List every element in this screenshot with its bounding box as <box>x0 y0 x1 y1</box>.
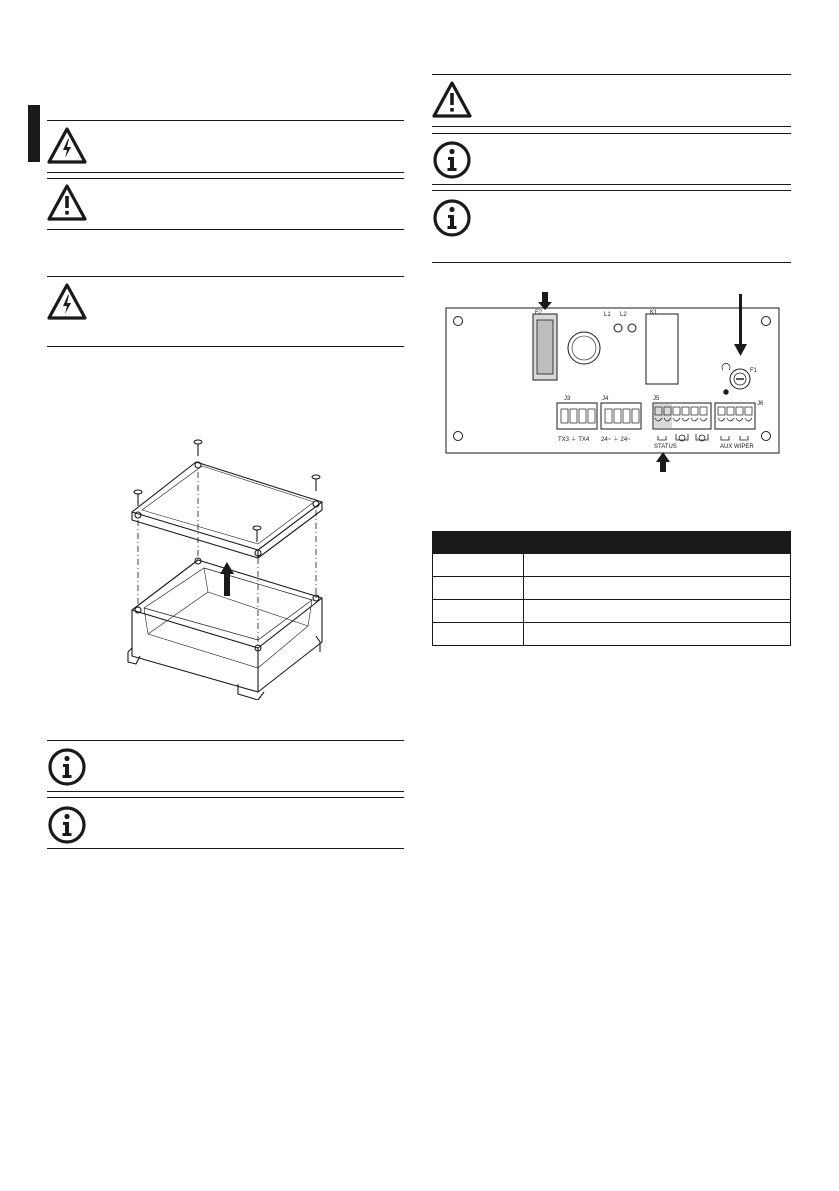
divider <box>432 184 791 185</box>
mounting-hole <box>454 317 463 326</box>
label-j5: J5 <box>653 396 660 402</box>
divider <box>47 346 404 347</box>
label-j3-terminals: TX3 ⏚ TX4 <box>558 437 590 443</box>
divider <box>432 126 791 127</box>
table-header-cell <box>433 532 524 554</box>
warning-icon <box>47 183 87 223</box>
divider <box>47 178 404 179</box>
table-cell <box>524 577 791 600</box>
table-row <box>433 623 791 646</box>
label-status: STATUS <box>654 444 677 450</box>
divider <box>47 172 404 173</box>
label-l2: L2 <box>620 312 627 318</box>
divider <box>432 262 791 263</box>
info-icon <box>432 140 472 180</box>
label-j6: J6 <box>757 401 764 407</box>
label-k1: K1 <box>650 310 658 316</box>
divider <box>47 797 404 798</box>
label-f1: F1 <box>750 368 758 374</box>
mounting-hole <box>762 317 771 326</box>
table-cell <box>433 623 524 646</box>
board-outline <box>446 308 779 453</box>
label-j4-terminals: 24~ ⏚ 24~ <box>601 437 631 443</box>
capacitor <box>568 332 600 364</box>
divider <box>47 229 404 230</box>
table-row <box>433 577 791 600</box>
screw-icon <box>253 526 261 542</box>
table-row <box>433 554 791 577</box>
label-j6-terminals: AUX WIPER <box>720 444 754 450</box>
divider <box>47 276 404 277</box>
screw-icon <box>134 490 142 506</box>
led-l1 <box>614 324 622 332</box>
divider <box>432 133 791 134</box>
divider <box>432 74 791 75</box>
table-header-row <box>433 532 791 554</box>
table-header-cell <box>524 532 791 554</box>
warning-icon <box>432 80 472 120</box>
arrow-down-icon <box>538 292 552 310</box>
info-icon <box>432 198 472 238</box>
table-cell <box>433 600 524 623</box>
led-l2 <box>628 324 636 332</box>
mounting-hole <box>762 432 771 441</box>
table-cell <box>433 554 524 577</box>
label-j3: J3 <box>564 396 571 402</box>
section-tab-marker <box>28 105 40 162</box>
divider <box>47 848 404 849</box>
info-icon <box>47 747 87 787</box>
electric-hazard-icon <box>47 126 87 166</box>
divider <box>47 740 404 741</box>
pcb-board-figure <box>440 290 785 475</box>
label-j4: J4 <box>602 396 609 402</box>
table-cell <box>524 554 791 577</box>
relay-k1 <box>646 314 678 384</box>
screw-icon <box>194 440 202 456</box>
table-cell <box>433 577 524 600</box>
table-cell <box>524 600 791 623</box>
divider <box>47 120 404 121</box>
arrow-down-icon <box>734 294 747 356</box>
divider <box>47 791 404 792</box>
electric-hazard-icon <box>47 282 87 322</box>
table-row <box>433 600 791 623</box>
parameter-table <box>432 531 791 646</box>
info-icon <box>47 805 87 845</box>
divider <box>432 190 791 191</box>
label-f2: F2 <box>535 310 543 316</box>
arrow-up-icon <box>656 452 670 472</box>
label-l1: L1 <box>604 312 611 318</box>
enclosure-exploded-figure <box>118 430 338 700</box>
mounting-hole <box>454 432 463 441</box>
table-cell <box>524 623 791 646</box>
screw-icon <box>312 475 320 491</box>
